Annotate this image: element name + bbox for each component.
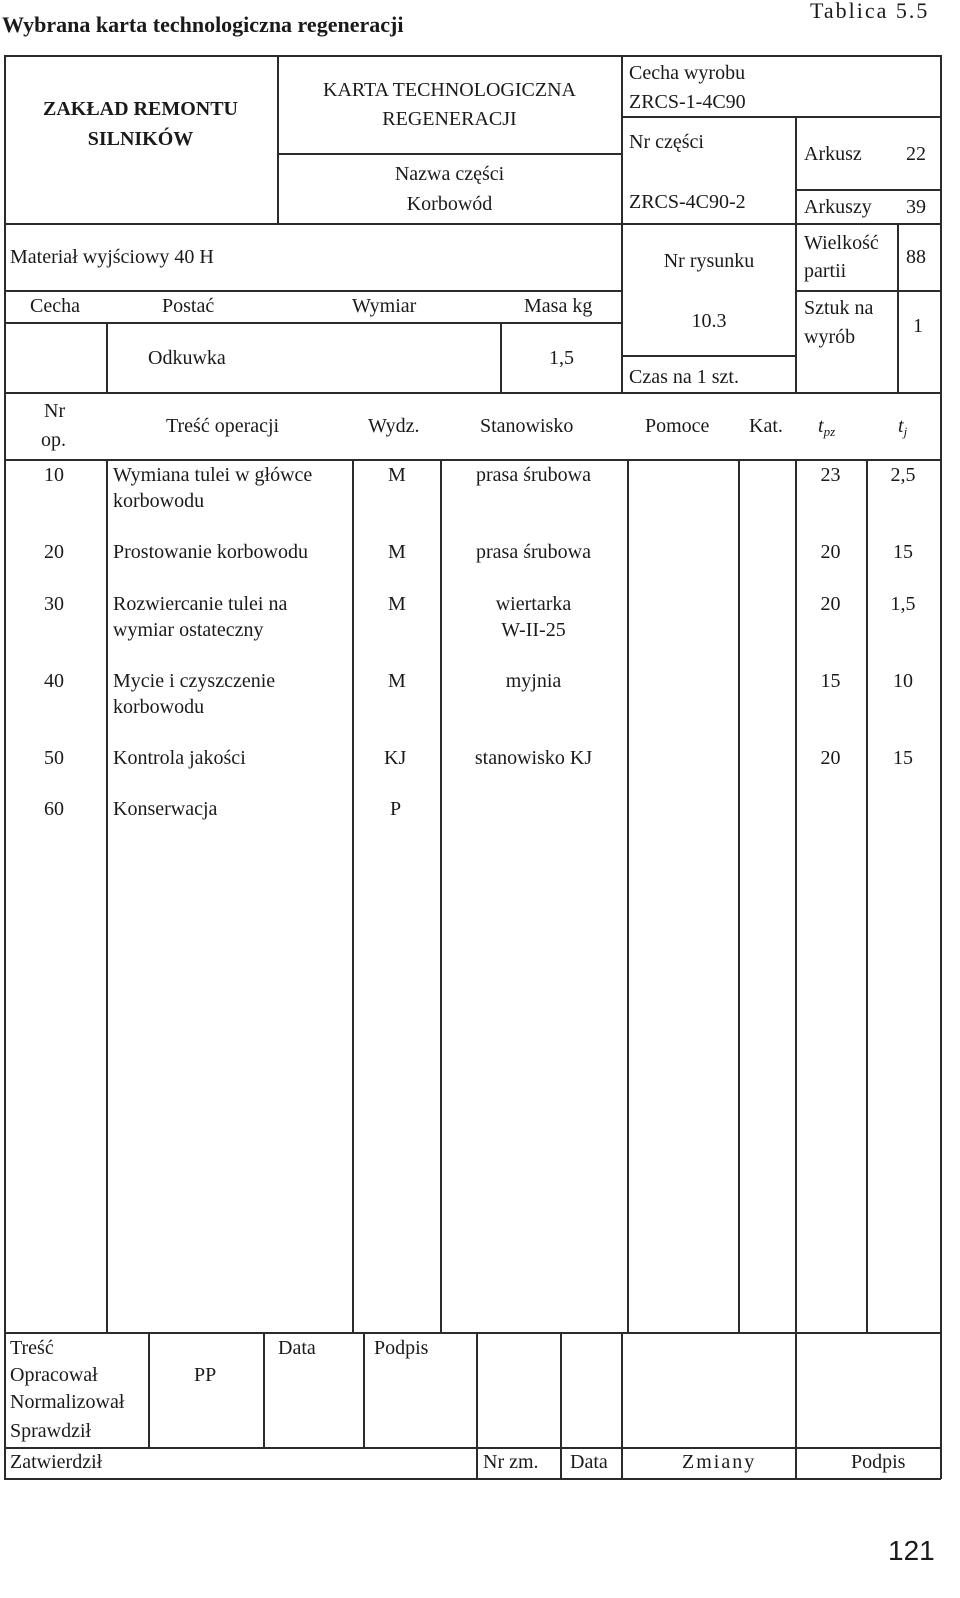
col-wymiar: Wymiar: [352, 295, 417, 317]
op-department: M: [388, 464, 406, 486]
op-tj: 15: [893, 541, 913, 563]
op-workstation: prasa śrubowa: [476, 464, 591, 486]
ops-tresc-label: Treść operacji: [166, 415, 280, 437]
op-nr: 40: [44, 670, 64, 692]
batch-size-label-line1: Wielkość: [804, 232, 879, 254]
ops-nr-label-line2: op.: [41, 429, 66, 451]
pieces-label-line1: Sztuk na: [804, 297, 874, 319]
op-description: Rozwiercanie tulei na: [113, 593, 288, 615]
material-label: Materiał wyjściowy 40 H: [10, 246, 214, 268]
col-cecha: Cecha: [30, 295, 80, 317]
plant-name-line1: ZAKŁAD REMONTU: [42, 98, 238, 120]
footer-podpis-label: Podpis: [374, 1337, 429, 1359]
op-description: Prostowanie korbowodu: [113, 541, 308, 563]
footer-zmiany-label: Zmiany: [682, 1451, 757, 1473]
op-tpz: 23: [820, 464, 841, 486]
op-nr: 20: [44, 541, 64, 563]
op-department: M: [388, 670, 406, 692]
op-description-line2: korbowodu: [113, 490, 205, 512]
ops-kat-label: Kat.: [749, 415, 783, 437]
card-title-line1: KARTA TECHNOLOGICZNA: [323, 79, 576, 101]
op-tj: 1,5: [890, 593, 916, 615]
product-feature-label: Cecha wyrobu: [629, 62, 746, 84]
ops-tj-label: $t_j$: [898, 415, 908, 439]
footer-opracowal-value: PP: [194, 1364, 217, 1386]
masa-value: 1,5: [549, 347, 574, 369]
part-name-label: Nazwa części: [394, 163, 505, 185]
op-description: Konserwacja: [113, 798, 218, 820]
op-department: M: [388, 541, 406, 563]
part-no-value: ZRCS-4C90-2: [629, 191, 746, 213]
op-description: Mycie i czyszczenie: [113, 670, 276, 692]
footer-tresc-label: Treść: [10, 1337, 54, 1359]
part-name-value: Korbowód: [406, 193, 493, 215]
drawing-no-value: 10.3: [691, 310, 727, 332]
footer-podpis2-label: Podpis: [851, 1451, 906, 1473]
postac-value: Odkuwka: [148, 347, 226, 369]
pieces-label-line2: wyrób: [804, 326, 856, 348]
footer-normalizowal-label: Normalizował: [10, 1391, 125, 1413]
col-masa: Masa kg: [524, 295, 593, 317]
op-department: P: [390, 798, 402, 820]
op-tj: 10: [893, 670, 913, 692]
footer-opracowal-label: Opracował: [10, 1364, 98, 1386]
table-label: Tablica 5.5: [810, 0, 930, 23]
op-workstation: myjnia: [505, 670, 562, 692]
sheet-label: Arkusz: [804, 143, 862, 165]
op-tj: 15: [893, 747, 913, 769]
footer-zatwierdzil-label: Zatwierdził: [10, 1451, 103, 1473]
pieces-value: 1: [913, 315, 923, 337]
card-title-line2: REGENERACJI: [382, 108, 517, 130]
op-workstation-line2: W-II-25: [501, 619, 566, 641]
op-description: Kontrola jakości: [113, 747, 246, 769]
op-workstation: prasa śrubowa: [476, 541, 591, 563]
footer-nr-zm-label: Nr zm.: [483, 1451, 539, 1473]
op-tj: 2,5: [890, 464, 916, 486]
op-nr: 60: [44, 798, 64, 820]
footer-data-label: Data: [278, 1337, 316, 1359]
part-no-label: Nr części: [629, 131, 704, 153]
op-description: Wymiana tulei w główce: [113, 464, 313, 486]
footer-sprawdzil-label: Sprawdził: [10, 1420, 92, 1442]
sheets-label: Arkuszy: [804, 196, 872, 218]
op-description-line2: korbowodu: [113, 696, 205, 718]
ops-wydz-label: Wydz.: [368, 415, 420, 437]
op-workstation: stanowisko KJ: [474, 747, 593, 769]
page-title: Wybrana karta technologiczna regeneracji: [2, 12, 404, 37]
op-workstation: wiertarka: [495, 593, 572, 615]
op-tpz: 20: [820, 593, 841, 615]
ops-nr-label-line1: Nr: [44, 400, 66, 422]
op-nr: 10: [44, 464, 64, 486]
batch-size-value: 88: [906, 246, 926, 268]
drawing-no-label: Nr rysunku: [663, 250, 755, 272]
op-tpz: 15: [820, 670, 841, 692]
sheets-value: 39: [906, 196, 926, 218]
op-nr: 50: [44, 747, 64, 769]
ops-pomoce-label: Pomoce: [645, 415, 710, 437]
op-nr: 30: [44, 593, 64, 615]
op-description-line2: wymiar ostateczny: [113, 619, 264, 641]
product-feature-value: ZRCS-1-4C90: [629, 91, 746, 113]
footer-data2-label: Data: [570, 1451, 608, 1473]
op-department: KJ: [384, 747, 407, 769]
ops-tpz-label: $t_{pz}$: [818, 415, 836, 439]
plant-name-line2: SILNIKÓW: [87, 128, 194, 150]
op-tpz: 20: [820, 747, 841, 769]
batch-size-label-line2: partii: [804, 260, 847, 282]
page-number: 121: [888, 1535, 935, 1566]
time-per-piece-label: Czas na 1 szt.: [629, 366, 739, 388]
op-department: M: [388, 593, 406, 615]
op-tpz: 20: [820, 541, 841, 563]
ops-stanowisko-label: Stanowisko: [480, 415, 574, 437]
sheet-value: 22: [906, 143, 926, 165]
col-postac: Postać: [162, 295, 215, 317]
